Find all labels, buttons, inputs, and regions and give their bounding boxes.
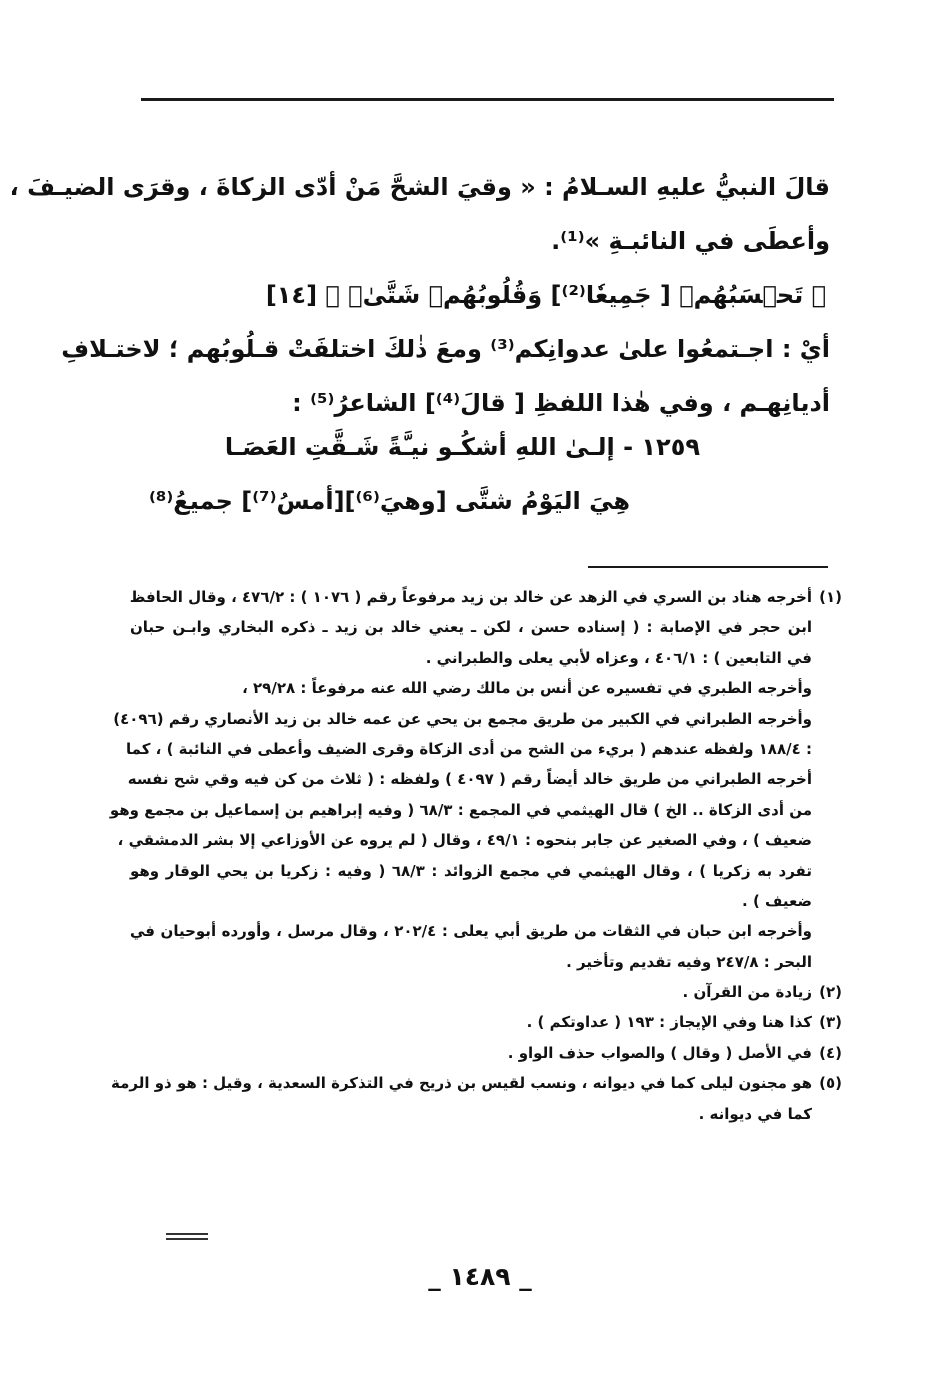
poem-second-hemistich: هِيَ اليَوْمُ شتَّى [وهيَ⁽⁶⁾][أمسُ⁽⁷⁾] جميعُ⁽⁸⁾ (148, 487, 630, 515)
footnote-1-line-9: ضعيف ) ، وفي الصغير عن جابر بنحوه : ٤٩/١ ، وقال ( لم يروه عن الأوزاعي إلا بشر الدمشقي ، (117, 831, 812, 850)
footnote-1-line-5: وأخرجه الطبراني في الكبير من طريق مجمع بن يحي عن عمه خالد بن زيد الأنصاري رقم (٤٠٩٦) (113, 709, 812, 728)
footnote-rule (588, 566, 828, 568)
footnote-4: (٤)في الأصل ( وقال ) والصواب حذف الواو . (130, 1038, 842, 1068)
footnote-1-line-4: وأخرجه الطبري في تفسيره عن أنس بن مالك رضي الله عنه مرفوعاً : ٢٩/٢٨ ، (242, 679, 812, 698)
footnote-1-line-12: وأخرجه ابن حبان في الثقات من طريق أبي يعلى : ٢٠٢/٤ ، وقال مرسل ، وأورده أبوحيان في (130, 922, 812, 941)
top-rule (141, 98, 834, 101)
footnote-2: (٢)زيادة من القرآن . (130, 977, 842, 1007)
poem-first-hemistich: ١٢٥٩ - إلـىٰ اللهِ أشكُـو نيـَّةً شَـقَّتِ العَصَـا (224, 433, 700, 461)
main-text (9, 160, 830, 430)
footnote-number: (٢) (819, 983, 842, 1002)
page-number: _ ١٤٨٩ _ (428, 1262, 532, 1291)
footnote-1-line-8: من أدى الزكاة .. الخ ) قال الهيثمي في المجمع : ٦٨/٣ ( وفيه إبراهيم بن إسماعيل بن مجمع وهو (109, 800, 812, 819)
footnote-5-line-2: كما في ديوانه . (698, 1104, 812, 1123)
footnote-number: (٣) (819, 1013, 842, 1032)
footnote-1-line-11: ضعيف ) . (742, 891, 812, 910)
footnote-1-line-1: (١)أخرجه هناد بن السري في الزهد عن خالد بن زيد مرفوعاً رقم ( ١٠٧٦ ) : ٤٧٦/٢ ، وقال الحافظ (130, 582, 842, 612)
footnote-number: (٤) (819, 1043, 842, 1062)
footnote-3: (٣)كذا هنا وفي الإيجاز : ١٩٣ ( عداوتكم ) . (130, 1007, 842, 1037)
footnote-1-line-6: : ١٨٨/٤ ولفظه عندهم ( بريء من الشح من أدى الزكاة وقرى الضيف وأعطى في النائبة ) ، كما (126, 739, 812, 758)
footnotes (109, 582, 842, 1129)
bottom-double-rule (166, 1233, 208, 1240)
main-line-1: قالَ النبيُّ عليهِ السـلامُ : « وقيَ الشحَّ مَنْ أدّى الزكاةَ ، وقرَى الضيـفَ ، (9, 173, 830, 201)
main-line-4: أيْ : اجـتمعُوا علىٰ عدوانِكم⁽³⁾ ومعَ ذٰلكَ اختلفَتْ قـلُوبُهم ؛ لاختـلافِ (61, 335, 830, 363)
main-line-2: وأعطَى في النائبـةِ »⁽¹⁾. (551, 227, 830, 255)
footnote-number: (١) (819, 588, 842, 606)
footnote-1-line-7: أخرجه الطبراني من طريق خالد أيضاً رقم ( ٤٠٩٧ ) ولفظه : ( ثلاث من كن فيه وقي شح نفسه (127, 770, 812, 789)
main-line-5: أديانِهـم ، وفي هٰذا اللفظِ [ قالَ⁽⁴⁾] الشاعرُ⁽⁵⁾ : (292, 389, 830, 417)
footnote-1-line-3: في التابعين ) : ٤٠٦/١ ، وعزاه لأبي يعلى والطبراني . (425, 648, 812, 667)
quran-verse-line: ﴿ تَحۡسَبُهُمۡ [ جَمِيعٗا⁽²⁾] وَقُلُوبُهُمۡ شَتَّىٰۚ ﴾ [١٤] (265, 281, 826, 309)
footnote-number: (٥) (819, 1074, 842, 1093)
footnote-1-line-13: البحر : ٢٤٧/٨ وفيه تقديم وتأخير . (566, 952, 812, 971)
footnote-5-line-1: (٥)هو مجنون ليلى كما في ديوانه ، ونسب لقيس بن ذريح في التذكرة السعدية ، وقيل : هو ذو الرمة (130, 1068, 842, 1098)
footnote-1-line-10: تفرد به زكريا ) ، وقال الهيثمي في مجمع الزوائد : ٦٨/٣ ( وفيه : زكريا بن يحي الوقار وهو (130, 861, 812, 880)
footnote-1-line-2: ابن حجر في الإصابة : ( إسناده حسن ، لكن ـ يعني خالد بن زيد ـ ذكره البخاري وابـن حبان (130, 618, 812, 637)
